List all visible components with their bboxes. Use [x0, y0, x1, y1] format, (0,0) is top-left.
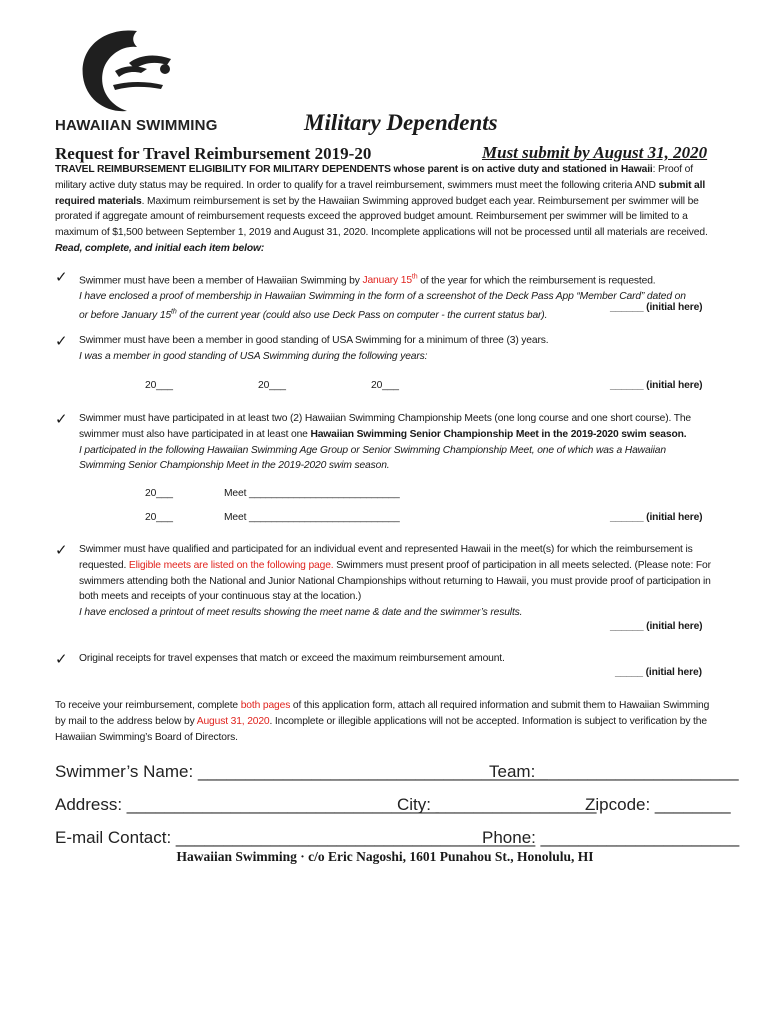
membership-proof: I have enclosed a proof of membership in Hawaiian Swimming in the form of a screenshot of the Deck Pass App “Member Card” dated on [79, 291, 686, 303]
email-field[interactable]: E-mail Contact: ______________________________________ [55, 828, 536, 847]
check-mark-icon: ✓ [55, 542, 68, 559]
championship-meet-1[interactable]: Meet ___________________________ [224, 488, 400, 499]
championship-text: Swimmer must have participated in at least two (2) Hawaiian Swimming Championship Meets (one long course and one short course). The swimmer must also have participated in at least one [79, 413, 691, 440]
swimmer-name-field[interactable]: Swimmer’s Name: _____________________________________ [55, 762, 548, 781]
initial-here-membership[interactable]: ______ (initial here) [610, 302, 703, 313]
usa-year-1[interactable]: 20___ [145, 380, 173, 391]
team-field[interactable]: Team: _____________________ [489, 762, 739, 781]
phone-field[interactable]: Phone: _____________________ [482, 828, 740, 847]
check-mark-icon: ✓ [55, 269, 68, 286]
both-pages: both pages [240, 700, 291, 711]
request-title: Request for Travel Reimbursement 2019-20 [55, 144, 372, 163]
initial-here-receipts[interactable]: _____ (initial here) [615, 667, 702, 678]
qualified-text-2: Swimmers must present proof of participation in all meets selected. (Please note: For swimmers attending both the National and Junior National Championships without returning to Hawaii, you must provide proof of participation in both meets and receipts of your continuous stay at the location.) [79, 559, 711, 603]
intro-paragraph [55, 162, 715, 257]
eligibility-heading: TRAVEL REIMBURSEMENT ELIGIBILITY FOR MILITARY DEPENDENTS whose parent is on active duty and stationed in Hawaii [55, 164, 653, 175]
instruction: Read, complete, and initial each item below: [55, 242, 265, 254]
address-field[interactable]: Address: _________________________________ [55, 795, 439, 814]
logo-text: HAWAIIAN SWIMMING [55, 117, 218, 134]
item-receipts: Original receipts for travel expenses that match or exceed the maximum reimbursement amount. [79, 653, 505, 664]
closing-text-3: . Incomplete or illegible applications will not be accepted. Information is subject to verification by the Hawaiian Swimming’s Board of Directors. [55, 715, 707, 743]
check-mark-icon: ✓ [55, 651, 68, 668]
footer-address: Hawaiian Swimming · c/o Eric Nagoshi, 1601 Punahou St., Honolulu, HI [176, 849, 594, 864]
item-membership [79, 270, 714, 324]
closing-text-2: of this application form, attach all required information and submit them to Hawaiian Swimming by mail to the address below by [55, 700, 710, 727]
qualified-text: Swimmer must have qualified and participated for an individual event and represented Hawaii in the meet(s) for which the reimbursement is requested. [79, 544, 693, 571]
championship-bold: Hawaiian Swimming Senior Championship Meet in the 2019-2020 swim season. [310, 428, 687, 440]
membership-text: Swimmer must have been a member of Hawaiian Swimming by [79, 275, 360, 287]
initial-here-qualified[interactable]: ______ (initial here) [610, 621, 703, 632]
usa-text: Swimmer must have been a member in good standing of USA Swimming for a minimum of three (3) years. [79, 335, 549, 346]
deadline: Must submit by August 31, 2020 [482, 143, 708, 162]
usa-proof: I was a member in good standing of USA Swimming during the following years: [79, 350, 428, 362]
city-field[interactable]: City: _________________ [397, 795, 597, 814]
initial-here-championship[interactable]: ______ (initial here) [610, 512, 703, 523]
championship-year-1[interactable]: 20___ [145, 488, 173, 499]
check-mark-icon: ✓ [55, 333, 68, 350]
championship-meet-2[interactable]: Meet ___________________________ [224, 512, 400, 523]
intro-body-2: . Maximum reimbursement is set by the Hawaiian Swimming approved budget each year. Reimbursement per swimmer will be prorated if aggregate amount of reimbursement requests exceed the approved budget amount. Reimbursement per swimmer will be limited to a maximum of $1,500 between September 1, 2019 and August 31, 2020. Incomplete applications will not be processed until all materials are received. [55, 195, 708, 239]
closing-deadline: August 31, 2020 [196, 715, 270, 727]
item-usa-swimming [79, 333, 714, 365]
usa-year-2[interactable]: 20___ [258, 380, 286, 391]
item-qualified [79, 542, 714, 621]
intro-body-1: : Proof of military active duty status may be required. In order to qualify for a travel reimbursement, swimmers must meet the following criteria AND [55, 164, 693, 191]
hawaiian-swimming-logo [75, 25, 175, 115]
closing-paragraph [55, 698, 715, 745]
zipcode-field[interactable]: Zipcode: ________ [585, 795, 731, 814]
membership-date: January 15th [362, 274, 418, 287]
membership-proof-2: or before January 15th of the current year (could also use Deck Pass on computer - the current status bar). [79, 309, 548, 322]
qualified-proof: I have enclosed a printout of meet results showing the meet name & date and the swimmer’s results. [79, 607, 523, 619]
page-title: Military Dependents [304, 110, 498, 135]
eligible-meets-note: Eligible meets are listed on the following page. [128, 559, 334, 571]
submit-all-materials: submit all required materials [55, 179, 706, 207]
championship-proof: I participated in the following Hawaiian Swimming Age Group or Senior Swimming Championship Meet, one of which was a Hawaiian Swimming Senior Championship Meet in the 2019-2020 swim season. [79, 444, 666, 472]
usa-year-3[interactable]: 20___ [371, 380, 399, 391]
closing-text-1: To receive your reimbursement, complete [55, 700, 239, 711]
championship-year-2[interactable]: 20___ [145, 512, 173, 523]
item-championship [79, 411, 714, 474]
initial-here-usa[interactable]: ______ (initial here) [610, 380, 703, 391]
check-mark-icon: ✓ [55, 411, 68, 428]
membership-text-2: of the year for which the reimbursement is requested. [420, 275, 656, 287]
